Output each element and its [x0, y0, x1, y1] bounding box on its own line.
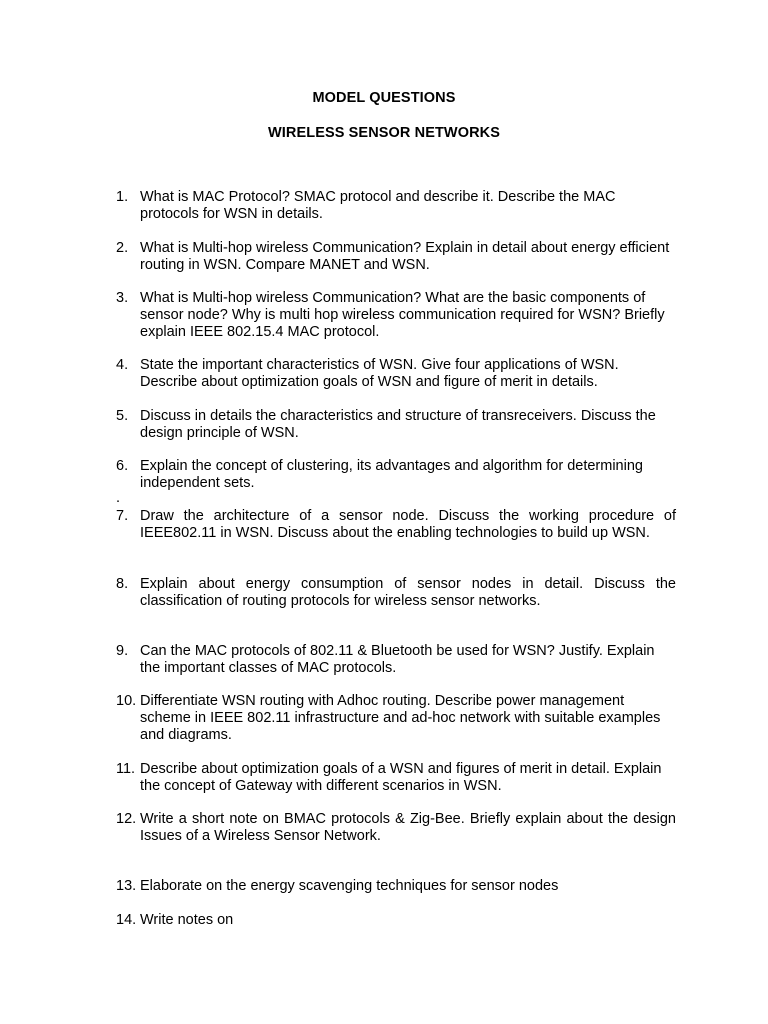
question-number: 7. [116, 508, 129, 524]
question-item [116, 693, 676, 744]
question-text: Can the MAC protocols of 802.11 & Bluetooth be used for WSN? Justify. Explain the important classes of MAC protocols. [140, 643, 655, 676]
question-number: 3. [116, 290, 129, 306]
question-number: 11. [116, 761, 136, 777]
question-text: Differentiate WSN routing with Adhoc routing. Describe power management scheme in IEEE 802.11 infrastructure and ad-hoc network with suitable examples and diagrams. [140, 693, 661, 743]
question-number: 2. [116, 240, 129, 256]
question-item [116, 761, 676, 795]
question-item [116, 508, 676, 542]
question-text: Explain about energy consumption of sensor nodes in detail. Discuss the classification of routing protocols for wireless sensor networks. [140, 576, 676, 609]
question-number: 8. [116, 576, 129, 592]
question-text: Elaborate on the energy scavenging techniques for sensor nodes [140, 878, 559, 894]
question-item [116, 408, 676, 442]
question-text: What is Multi-hop wireless Communication? What are the basic components of sensor node? Why is multi hop wireless communication required for WSN? Briefly explain IEEE 802.15.4 MAC protocol. [140, 290, 665, 340]
question-number: 10. [116, 693, 137, 709]
question-text: Draw the architecture of a sensor node. Discuss the working procedure of IEEE802.11 in WSN. Discuss about the enabling technologies to build up WSN. [140, 508, 676, 541]
question-item [116, 240, 676, 274]
question-item [116, 458, 676, 492]
question-item [116, 811, 676, 845]
question-number: 1. [116, 189, 129, 205]
question-number: 5. [116, 408, 129, 424]
document-subtitle: WIRELESS SENSOR NETWORKS [268, 125, 500, 141]
question-number: 6. [116, 458, 129, 474]
question-item [116, 912, 676, 929]
question-item [116, 643, 676, 677]
question-text: What is MAC Protocol? SMAC protocol and describe it. Describe the MAC protocols for WSN in details. [140, 189, 616, 222]
question-item [116, 357, 676, 391]
question-number: 4. [116, 357, 129, 373]
question-text: Explain the concept of clustering, its advantages and algorithm for determining independent sets. [140, 458, 643, 491]
question-text: Describe about optimization goals of a WSN and figures of merit in detail. Explain the concept of Gateway with different scenarios in WSN. [140, 761, 662, 794]
question-item [116, 878, 676, 895]
question-text: Write a short note on BMAC protocols & Zig-Bee. Briefly explain about the design Issues of a Wireless Sensor Network. [140, 811, 676, 844]
question-number: 12. [116, 811, 137, 827]
question-text: Write notes on [140, 912, 234, 928]
question-text: Discuss in details the characteristics and structure of transreceivers. Discuss the design principle of WSN. [140, 408, 656, 441]
question-number: 9. [116, 643, 129, 659]
question-number: 14. [116, 912, 137, 928]
document-title: MODEL QUESTIONS [312, 90, 456, 106]
question-item [116, 576, 676, 610]
question-item [116, 189, 676, 223]
question-item [116, 290, 676, 341]
question-text: What is Multi-hop wireless Communication? Explain in detail about energy efficient routing in WSN. Compare MANET and WSN. [140, 240, 670, 273]
stray-mark: . [116, 490, 121, 506]
question-number: 13. [116, 878, 137, 894]
question-text: State the important characteristics of WSN. Give four applications of WSN. Describe about optimization goals of WSN and figure of merit in details. [140, 357, 619, 390]
